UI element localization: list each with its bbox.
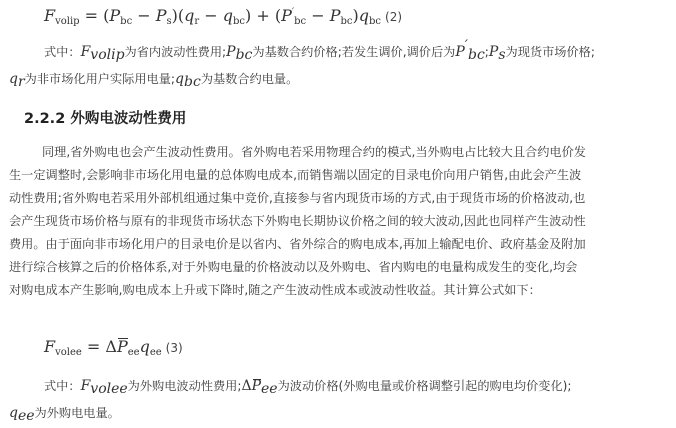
paren-close: ) (352, 6, 359, 25)
formula-2 (44, 6, 402, 25)
paragraph-line: 动性费用;省外购电若采用外部机组通过集中竞价,直接参与省内现货市场的方式,由于现货市场的价格波动,也 (9, 191, 586, 205)
var-q: q (222, 6, 234, 25)
paragraph-line: 同理,省外购电也会产生波动性费用。省外购电若采用物理合约的模式,当外购电占比较大且合约电价发 (42, 145, 586, 159)
sub: volip (90, 47, 125, 63)
explain-line (44, 377, 572, 397)
paragraph-line: 会产生现货市场价格与原有的非现货市场状态下外购电长期协议价格之间的较大波动,因此也同样产生波动性 (9, 214, 586, 228)
var-p-bar: P (251, 378, 262, 394)
var-p: P (226, 44, 236, 60)
sub: ee (261, 381, 278, 397)
sub-bc: bc (340, 16, 353, 27)
sub-bc: bc (120, 16, 133, 27)
explain-line (9, 404, 120, 424)
var-f: F (80, 44, 91, 60)
section-heading: 2.2.2 外购电波动性费用 (24, 111, 187, 127)
sub-r: r (194, 16, 200, 27)
paren: )( (171, 6, 185, 25)
paragraph-line: 生一定调整时,会影响非市场化用电量的总体购电成本,而销售端以固定的目录电价向用户销售,由此会产生波 (9, 168, 582, 182)
sub-volip: volip (55, 16, 80, 27)
sub: r (17, 74, 25, 90)
sub: bc (184, 74, 201, 90)
sub-volee: volee (55, 347, 82, 358)
equation-number: (2) (385, 10, 403, 24)
var-q: q (184, 6, 195, 25)
var-p-bar: P (116, 337, 128, 356)
text: 为基数合约电量。 (200, 72, 299, 86)
var-q: q (9, 405, 18, 421)
sub-ee: ee (149, 347, 162, 358)
paragraph-line: 费用。由于面向非市场化用户的目录电价是以省内、省外综合的购电成本,再加上输配电价、政府基金及附加 (9, 237, 586, 251)
prime: ′ (291, 7, 295, 18)
sub: bc (467, 47, 485, 63)
equation-number: (3) (165, 341, 183, 355)
text: ; (484, 45, 489, 59)
var-q: q (139, 337, 150, 356)
var-p: P (488, 44, 499, 60)
text: 为现货市场价格; (505, 45, 595, 59)
equals-delta: = Δ (81, 337, 117, 356)
text: 为省内波动性费用; (124, 45, 227, 59)
var-q: q (358, 6, 370, 25)
sub: ee (17, 408, 35, 424)
prefix-label: 式中： (44, 379, 81, 393)
formula-3 (44, 337, 183, 356)
sub-bc: bc (233, 16, 246, 27)
text: 为基数合约价格;若发生调价,调价后为 (252, 45, 456, 59)
prefix-label: 式中： (44, 45, 81, 59)
var-p: P (329, 6, 341, 25)
paragraph-line: 进行综合核算之后的价格体系,对于外购电量的价格波动以及外购电、省内购电的电量构成发生的变化,均会 (9, 260, 578, 274)
var-q: q (175, 71, 184, 87)
var-p: P (109, 6, 121, 25)
sub-bc: bc (369, 16, 382, 27)
paragraph-line: 对购电成本产生影响,购电成本上升或下降时,随之产生波动性成本或波动性收益。其计算公式如下： (9, 283, 541, 297)
sub: bc (235, 47, 253, 63)
sub: volee (90, 381, 128, 397)
var-f: F (80, 378, 91, 394)
delta-symbol: Δ (241, 378, 252, 394)
sub-s: s (166, 16, 172, 27)
var-p: P (155, 6, 167, 25)
sub-ee: ee (127, 347, 140, 358)
explain-line (9, 70, 299, 90)
sub: s (498, 47, 506, 63)
text: 为波动价格(外购电量或价格调整引起的购电均价变化); (277, 379, 572, 393)
explain-line (44, 38, 595, 63)
text: 为外购电波动性费用; (127, 379, 242, 393)
plus-paren: ) + ( (245, 6, 282, 25)
var-f: F (44, 337, 56, 356)
minus: − (199, 6, 223, 25)
var-p: P (281, 6, 292, 25)
equals-open: = ( (79, 6, 110, 25)
text: 为非市场化用户实际用电量; (24, 72, 176, 86)
var-f: F (44, 6, 56, 25)
text: 为外购电电量。 (34, 406, 120, 420)
var-q: q (9, 71, 18, 87)
minus: − (306, 6, 330, 25)
prime: ′ (464, 38, 468, 54)
sub-bc: bc (294, 16, 307, 27)
var-p: P (455, 44, 465, 60)
minus: − (132, 6, 156, 25)
